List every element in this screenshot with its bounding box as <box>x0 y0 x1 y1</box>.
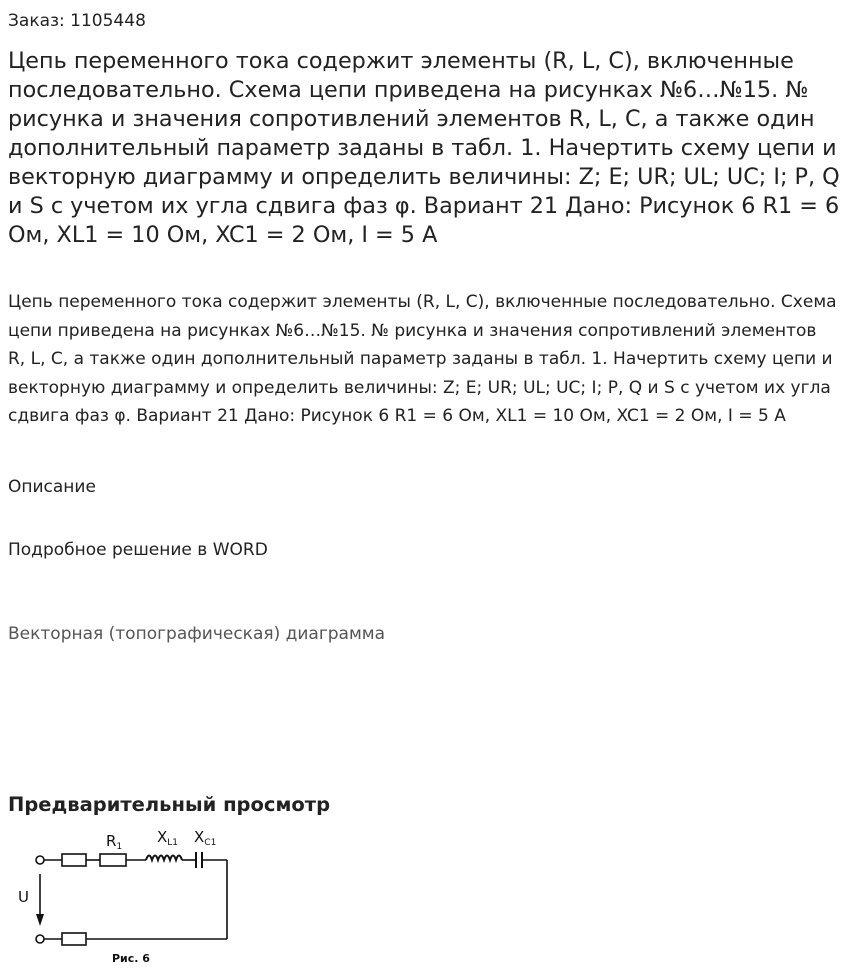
label-r1: $R_1$ <box>106 832 123 852</box>
order-number: Заказ: 1105448 <box>8 11 146 31</box>
label-xc1: $X_{C1}$ <box>194 828 217 848</box>
resistor-r1 <box>100 854 126 866</box>
task-description: Цепь переменного тока содержит элементы (R, L, C), включенные последовательно. Схема цепи приведена на рисунках №6…№15. № рисунка и значения сопротивлений элементов R, L, C, а также один дополнительный параметр заданы в табл. 1. Начертить схему цепи и векторную диаграмму и определить величины: Z; E; UR; UL; UC; I; P, Q и S с учетом их угла сдвига фаз φ. Вариант 21 Дано: Рисунок 6 R1 = 6 Ом, XL1 = 10 Ом, XC1 = 2 Ом, I = 5 А <box>8 292 837 427</box>
preview-heading: Предварительный просмотр <box>8 793 331 816</box>
vector-diagram-link[interactable]: Векторная (топографическая) диаграмма <box>8 624 386 644</box>
label-xl1: $X_{L1}$ <box>157 828 179 848</box>
inductor-xl1 <box>146 856 182 861</box>
fuse-top <box>62 854 86 866</box>
figure-caption: Рис. 6 <box>112 952 150 965</box>
terminal-top <box>36 856 44 864</box>
circuit-figure <box>12 822 234 970</box>
fuse-bottom <box>62 933 86 945</box>
description-heading: Описание <box>8 477 96 497</box>
terminal-bottom <box>36 935 44 943</box>
solution-format: Подробное решение в WORD <box>8 540 268 560</box>
page-title: Цепь переменного тока содержит элементы (R, L, C), включенные последовательно. Схема цепи приведена на рисунках №6…№15. № рисунка и значения сопротивлений элементов R, L, C, а также один дополнительный параметр заданы в табл. 1. Начертить схему цепи и векторную диаграмму и определить величины: Z; E; UR; UL; UC; I; P, Q и S с учетом их угла сдвига фаз φ. Вариант 21 Дано: Рисунок 6 R1 = 6 Ом, XL1 = 10 Ом, XC1 = 2 Ом, I = 5 А <box>8 48 840 248</box>
label-u: U <box>18 888 29 906</box>
